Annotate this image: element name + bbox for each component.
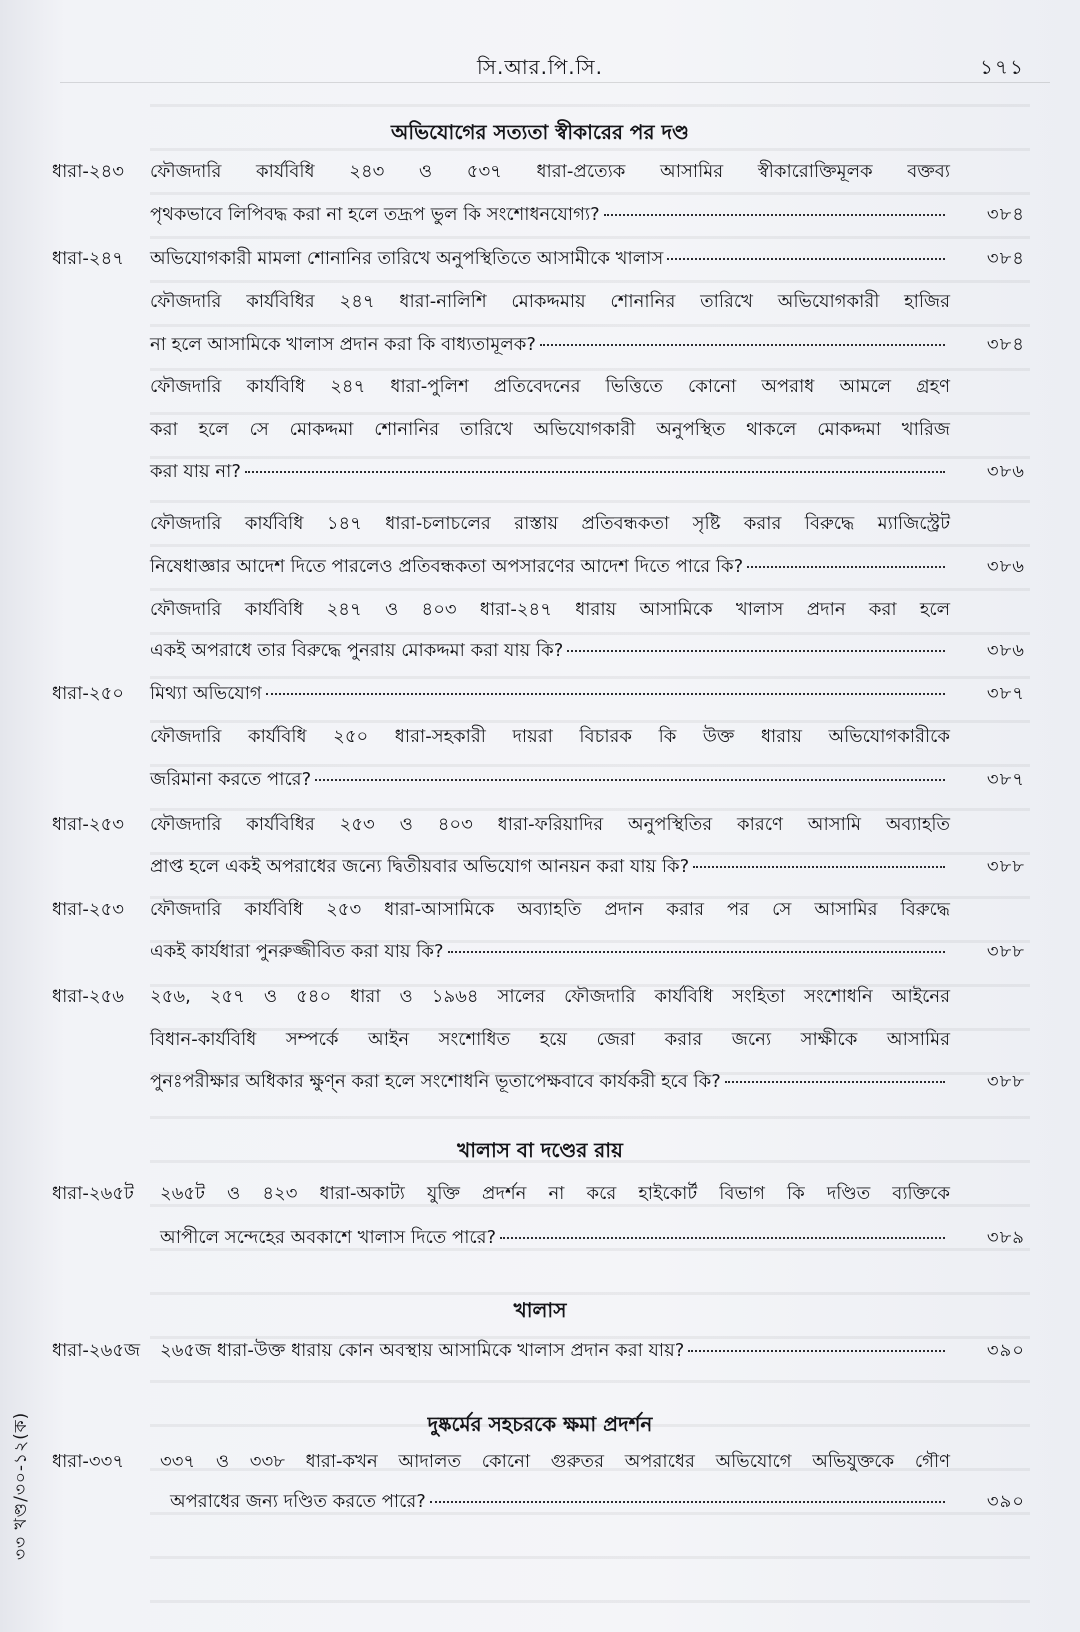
section-label: ধারা-২৪৭ [52,248,125,269]
section-label: ধারা-২৬৫জ [52,1340,141,1361]
section-heading: অভিযোগের সত্যতা স্বীকারের পর দণ্ড [391,120,689,144]
entry-text-leader: করা যায় না? [150,458,945,486]
entry-page-number: ৩৯০ [986,1491,1025,1512]
section-label: ধারা-৩৩৭ [52,1451,125,1472]
entry-text-leader: পুনঃপরীক্ষার অধিকার ক্ষুণ্ন করা হলে সংশোধনি ভূতাপেক্ষবাবে কার্যকরী হবে কি? [150,1068,945,1096]
entry-text-leader: মিথ্যা অভিযোগ [150,680,945,708]
entry-text: ফৌজদারি কার্যবিধি ২৫০ ধারা-সহকারী দায়রা বিচারক কি উক্ত ধারায় অভিযোগকারীকে [150,726,950,747]
entry-text: ফৌজদারি কার্যবিধি ১৪৭ ধারা-চলাচলের রাস্তায় প্রতিবন্ধকতা সৃষ্টি করার বিরুদ্ধে ম্যাজিস্ট্রেট [150,513,950,534]
entry-text: ফৌজদারি কার্যবিধির ২৪৭ ধারা-নালিশি মোকদ্দমায় শোনানির তারিখে অভিযোগকারী হাজির [150,291,950,312]
entry-text: ফৌজদারি কার্যবিধি ২৪৩ ও ৫৩৭ ধারা-প্রত্যেক আসামির স্বীকারোক্তিমূলক বক্তব্য [150,161,950,182]
entry-page-number: ৩৮৪ [986,204,1025,225]
side-margin-note: ৩৩ খণ্ড/৩০-১২(ক) [11,1411,31,1560]
section-label: ধারা-২৫৩ [52,814,125,835]
entry-page-number: ৩৮৯ [986,1227,1025,1248]
header-rule [60,82,1050,83]
entry-text: ফৌজদারি কার্যবিধির ২৫৩ ও ৪০৩ ধারা-ফরিয়াদির অনুপস্থিতির কারণে আসামি অব্যাহতি [150,814,950,835]
page-number: ১৭১ [980,55,1025,79]
entry-text-leader: একই অপরাধে তার বিরুদ্ধে পুনরায় মোকদ্দমা করা যায় কি? [150,637,945,665]
entry-page-number: ৩৮৪ [986,334,1025,355]
entry-text: ২৫৬, ২৫৭ ও ৫৪০ ধারা ও ১৯৬৪ সালের ফৌজদারি কার্যবিধি সংহিতা সংশোধনি আইনের [150,986,950,1007]
entry-page-number: ৩৮৮ [986,856,1025,877]
section-label: ধারা-২৪৩ [52,161,125,182]
section-label: ধারা-২৫০ [52,683,125,704]
entry-text-leader: জরিমানা করতে পারে? [150,766,945,794]
entry-text: ফৌজদারি কার্যবিধি ২৫৩ ধারা-আসামিকে অব্যাহতি প্রদান করার পর সে আসামির বিরুদ্ধে [150,899,950,920]
entry-text-leader: নিষেধাজ্ঞার আদেশ দিতে পারলেও প্রতিবন্ধকতা অপসারণের আদেশ দিতে পারে কি? [150,553,945,581]
entry-page-number: ৩৮৭ [986,769,1025,790]
entry-text-leader: অপরাধের জন্য দণ্ডিত করতে পারে? [170,1488,945,1516]
entry-page-number: ৩৯০ [986,1340,1025,1361]
entry-text: ৩৩৭ ও ৩৩৮ ধারা-কখন আদালত কোনো গুরুতর অপরাধের অভিযোগে অভিযুক্তকে গৌণ [160,1451,950,1472]
running-header-title: সি.আর.পি.সি. [477,55,603,79]
section-label: ধারা-২৫৬ [52,986,125,1007]
entry-text-leader: অভিযোগকারী মামলা শোনানির তারিখে অনুপস্থিতিতে আসামীকে খালাস [150,245,945,273]
section-label: ধারা-২৫৩ [52,899,125,920]
entry-page-number: ৩৮৬ [986,461,1025,482]
entry-text: ২৬৫ট ও ৪২৩ ধারা-অকাট্য যুক্তি প্রদর্শন না করে হাইকোর্ট বিভাগ কি দণ্ডিত ব্যক্তিকে [160,1183,950,1204]
entry-page-number: ৩৮৮ [986,941,1025,962]
entry-text-leader: ২৬৫জ ধারা-উক্ত ধারায় কোন অবস্থায় আসামিকে খালাস প্রদান করা যায়? [160,1337,945,1365]
entry-text-leader: পৃথকভাবে লিপিবদ্ধ করা না হলে তদ্রূপ ভুল কি সংশোধনযোগ্য? [150,201,945,229]
entry-text: ফৌজদারি কার্যবিধি ২৪৭ ও ৪০৩ ধারা-২৪৭ ধারায় আসামিকে খালাস প্রদান করা হলে [150,599,950,620]
section-label: ধারা-২৬৫ট [52,1183,134,1204]
entry-text-leader: প্রাপ্ত হলে একই অপরাধের জন্যে দ্বিতীয়বার অভিযোগ আনয়ন করা যায় কি? [150,853,945,881]
section-heading: দুষ্কর্মের সহচরকে ক্ষমা প্রদর্শন [427,1412,653,1436]
entry-page-number: ৩৮৬ [986,640,1025,661]
entry-page-number: ৩৮৮ [986,1071,1025,1092]
entry-page-number: ৩৮৭ [986,683,1025,704]
entry-text-leader: আপীলে সন্দেহের অবকাশে খালাস দিতে পারে? [160,1224,945,1252]
entry-page-number: ৩৮৬ [986,556,1025,577]
entry-text: করা হলে সে মোকদ্দমা শোনানির তারিখে অভিযোগকারী অনুপস্থিত থাকলে মোকদ্দমা খারিজ [150,419,950,440]
entry-text-leader: একই কার্যধারা পুনরুজ্জীবিত করা যায় কি? [150,938,945,966]
section-heading: খালাস বা দণ্ডের রায় [457,1138,623,1162]
entry-text: ফৌজদারি কার্যবিধি ২৪৭ ধারা-পুলিশ প্রতিবেদনের ভিত্তিতে কোনো অপরাধ আমলে গ্রহণ [150,376,950,397]
entry-text-leader: না হলে আসামিকে খালাস প্রদান করা কি বাধ্যতামূলক? [150,331,945,359]
section-heading: খালাস [513,1298,567,1322]
entry-text: বিধান-কার্যবিধি সম্পর্কে আইন সংশোধিত হয়ে জেরা করার জন্যে সাক্ষীকে আসামির [150,1029,950,1050]
entry-page-number: ৩৮৪ [986,248,1025,269]
